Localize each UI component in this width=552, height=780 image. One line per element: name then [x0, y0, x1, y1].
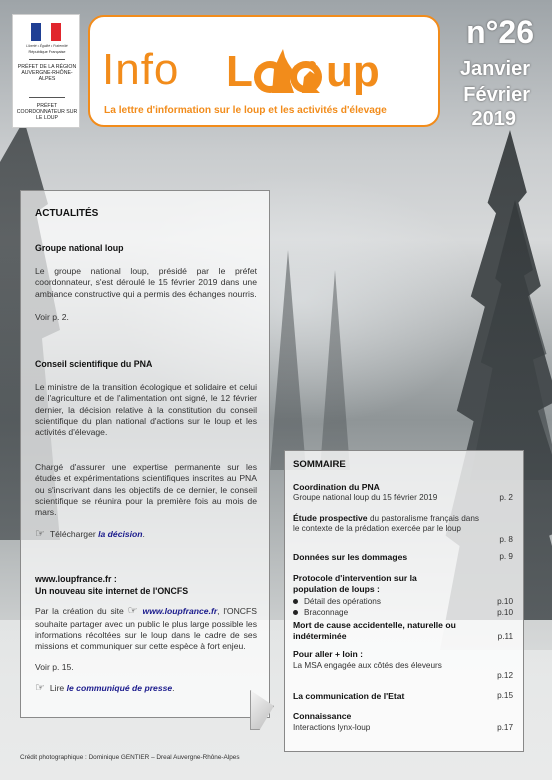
howling-wolf-icon: [250, 47, 328, 99]
toc-page: p.11: [497, 632, 513, 641]
bullet-icon: [293, 610, 298, 615]
toc-title[interactable]: Coordination du PNA: [293, 482, 380, 492]
republic-motto: Liberté • Égalité • Fraternité: [26, 44, 68, 48]
toc-subtitle: du pastoralisme français dans le contexte de la prédation exercée par le loup: [293, 514, 479, 534]
issue-year: 2019: [471, 108, 516, 130]
link-prefix: Lire: [49, 683, 65, 693]
sommaire-heading: SOMMAIRE: [293, 459, 346, 470]
link-suffix: .: [142, 529, 145, 539]
press-release-link[interactable]: [35, 681, 257, 696]
toc-subtitle: Groupe national loup du 15 février 2019: [293, 493, 438, 502]
masthead-info: Info: [102, 45, 180, 94]
photo-credit: Crédit photographique : Dominique GENTIER – Dreal Auvergne-Rhône-Alpes: [20, 754, 240, 761]
issue-month-1: Janvier: [459, 58, 530, 80]
toc-title[interactable]: La communication de l'Etat: [293, 691, 405, 701]
prefet-region-title: PRÉFET DE LA RÉGION AUVERGNE-RHÔNE-ALPES: [17, 64, 77, 83]
toc-page: p. 2: [499, 493, 513, 502]
divider: [29, 97, 65, 98]
toc-title[interactable]: Protocole d'intervention sur la population de loups :: [293, 573, 417, 594]
toc-page: p. 8: [499, 535, 513, 544]
decision-link[interactable]: la décision: [98, 529, 143, 539]
actualites-panel: [20, 190, 270, 718]
prefet-logo-block: [12, 14, 80, 128]
loupfrance-link[interactable]: www.loupfrance.fr: [142, 606, 218, 616]
news-title: Conseil scientifique du PNA: [35, 359, 153, 369]
news-body: Le groupe national loup, présidé par le préfet coordonnateur, s'est déroulé le 15 février 2019 dans une ambiance constructive qui a permis des échanges nourris.: [35, 266, 257, 299]
prefet-coordonnateur-title: PRÉFET COORDONNATEUR SUR LE LOUP: [16, 103, 78, 122]
toc-page: p.15: [497, 691, 513, 700]
background-tree: [270, 250, 306, 470]
toc-title: Étude prospective: [293, 513, 368, 523]
bullet-icon: [293, 599, 298, 604]
toc-page: p. 9: [499, 552, 513, 561]
issue-number: n°26: [466, 14, 534, 50]
masthead: [88, 15, 440, 127]
body-prefix: Par la création du site: [35, 606, 124, 616]
actualites-heading: ACTUALITÉS: [35, 208, 99, 219]
toc-title[interactable]: Mort de cause accidentelle, naturelle ou indéterminée: [293, 620, 456, 641]
republic-label: République Française: [28, 50, 66, 54]
news-title: Groupe national loup: [35, 243, 124, 253]
link-suffix: .: [172, 683, 175, 693]
toc-entry[interactable]: [293, 513, 479, 535]
toc-title[interactable]: Connaissance: [293, 711, 352, 721]
toc-bullet-item: [293, 597, 483, 607]
pointing-hand-icon: ☞: [35, 682, 45, 694]
news-title: www.loupfrance.fr :: [35, 574, 117, 584]
toc-title[interactable]: Données sur les dommages: [293, 552, 408, 562]
masthead-loup-l: L: [226, 47, 253, 96]
toc-page: p.10: [497, 597, 513, 606]
news-body: [35, 604, 257, 653]
toc-page: p.17: [497, 723, 513, 732]
toc-bullet-text: Détail des opérations: [304, 597, 381, 606]
link-prefix: Télécharger: [49, 529, 96, 539]
pointing-hand-icon: ☞: [127, 605, 138, 617]
toc-title[interactable]: Pour aller + loin :: [293, 649, 363, 659]
issue-month-2: Février: [463, 84, 530, 106]
download-decision-link[interactable]: [35, 527, 257, 542]
toc-bullet-item: [293, 608, 483, 618]
news-body: Le ministre de la transition écologique et solidaire et celui de l'agriculture et de l'alimentation ont signé, le 12 février dernier, la décision relative à la constitution du conseil scientifique du plan national d'actions sur le loup et les activités d'élevage.: [35, 382, 257, 438]
toc-subtitle: Interactions lynx-loup: [293, 723, 371, 732]
masthead-subtitle: La lettre d'information sur le loup et les activités d'élevage: [104, 105, 387, 116]
news-ref: Voir p. 2.: [35, 312, 69, 322]
news-title: Un nouveau site internet de l'ONCFS: [35, 586, 189, 596]
pointing-hand-icon: ☞: [35, 528, 45, 540]
toc-page: p.12: [497, 671, 513, 680]
body-rest: , l'ONCFS souhaite partager avec un public le plus large possible les informations récoltées sur le loup dans le cadre de ses missions et communiquer sur cette espèce à fort enjeu.: [35, 606, 257, 652]
toc-bullet-text: Braconnage: [304, 608, 349, 617]
divider: [29, 59, 65, 60]
news-body: Chargé d'assurer une expertise permanente sur les études et expérimentations scientifiques inscrites au PNA ou s'inscrivant dans les objectifs de ce dernier, le conseil scientifique se réunira pour la première fois au mois de mars.: [35, 462, 257, 518]
background-tree: [320, 270, 350, 470]
sommaire-panel: [284, 450, 524, 752]
communique-link[interactable]: le communiqué de presse: [66, 683, 173, 693]
news-ref: Voir p. 15.: [35, 662, 74, 672]
toc-page: p.10: [497, 608, 513, 617]
masthead-loup-up: up: [326, 47, 380, 96]
marianne-flag-icon: [31, 23, 61, 41]
toc-subtitle: La MSA engagée aux côtés des éleveurs: [293, 661, 442, 670]
